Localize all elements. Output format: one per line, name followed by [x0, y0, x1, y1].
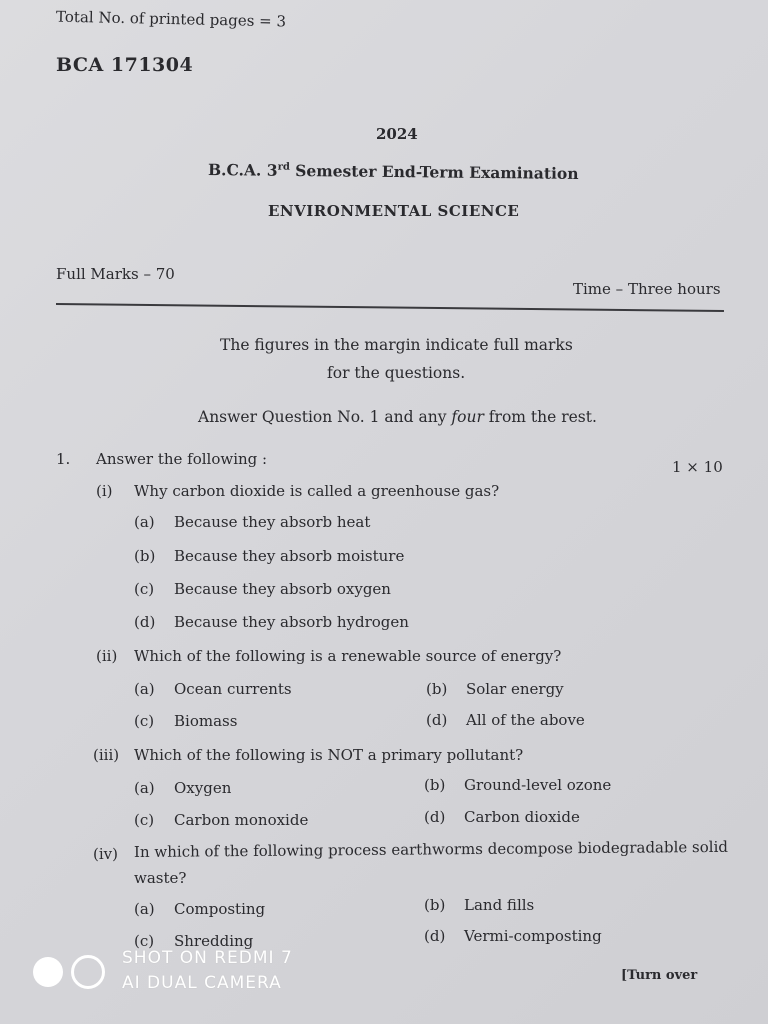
option-label: (c) — [134, 932, 155, 950]
option-label: (d) — [134, 613, 156, 631]
option-label: (b) — [134, 547, 156, 565]
option-item — [426, 711, 585, 729]
question-marks: 1 × 10 — [672, 458, 723, 476]
question-number: 1. — [56, 450, 71, 468]
option-text: Solar energy — [466, 680, 564, 698]
subject-title: ENVIRONMENTAL SCIENCE — [268, 202, 520, 220]
option-label: (d) — [424, 927, 446, 945]
option-item — [424, 808, 580, 826]
subquestion-text: In which of the following process earthworms decompose biodegradable solid — [133, 837, 729, 861]
option-item — [426, 680, 564, 698]
watermark-line-2: AI DUAL CAMERA — [122, 973, 282, 993]
answer-instruction-emphasis: four — [451, 408, 484, 426]
option-label: (c) — [134, 580, 155, 598]
option-label: (d) — [426, 711, 448, 729]
option-item — [134, 547, 404, 565]
option-text: Because they absorb hydrogen — [174, 613, 409, 631]
answer-instruction-post: from the rest. — [483, 408, 597, 426]
option-item — [134, 680, 292, 698]
option-text: Because they absorb heat — [174, 513, 371, 531]
exam-title-prefix: B.C.A. 3 — [207, 160, 278, 180]
option-text: Ground-level ozone — [464, 776, 612, 794]
option-item — [424, 927, 602, 945]
option-text: Carbon monoxide — [174, 811, 309, 829]
option-label: (a) — [134, 779, 155, 797]
subquestion-text: Which of the following is a renewable source of energy? — [134, 647, 562, 665]
subquestion-text: Which of the following is NOT a primary pollutant? — [134, 746, 524, 764]
option-item — [134, 900, 265, 918]
option-text: Shredding — [174, 932, 254, 950]
watermark-line-1: SHOT ON REDMI 7 — [122, 948, 293, 968]
watermark-ring-icon — [71, 955, 105, 989]
option-item — [134, 811, 308, 829]
full-marks: Full Marks – 70 — [56, 265, 175, 283]
option-item — [134, 613, 409, 631]
option-label: (b) — [426, 680, 448, 698]
option-label: (a) — [134, 513, 155, 531]
option-label: (b) — [424, 896, 446, 914]
subquestion-number: (ii) — [96, 647, 118, 665]
instruction-line-1: The figures in the margin indicate full marks — [220, 336, 573, 354]
option-item — [134, 712, 237, 730]
answer-instruction-pre: Answer Question No. 1 and any — [198, 408, 452, 426]
option-label: (c) — [134, 712, 155, 730]
option-text: All of the above — [466, 711, 585, 729]
option-label: (d) — [424, 808, 446, 826]
paper-code: BCA 171304 — [56, 54, 194, 76]
subquestion-text: Why carbon dioxide is called a greenhouse gas? — [134, 482, 500, 500]
subquestion-number: (iv) — [93, 845, 118, 863]
printed-pages-note: Total No. of printed pages = 3 — [55, 7, 287, 31]
subquestion-number: (iii) — [93, 746, 120, 764]
subquestion-number: (i) — [96, 482, 113, 500]
header-divider — [56, 303, 724, 312]
turn-over-note: [Turn over — [621, 968, 698, 983]
option-text: Vermi-composting — [464, 927, 602, 945]
option-text: Land fills — [464, 896, 535, 914]
option-item — [134, 580, 391, 598]
subquestion-text-continued: waste? — [134, 869, 187, 887]
question-text: Answer the following : — [96, 450, 268, 468]
option-text: Because they absorb oxygen — [174, 580, 391, 598]
watermark-filled-circle-icon — [33, 957, 63, 987]
option-text: Biomass — [174, 712, 238, 730]
option-item — [134, 779, 231, 797]
exam-title-superscript: rd — [277, 161, 290, 173]
time-allowed: Time – Three hours — [573, 280, 721, 298]
option-item — [424, 776, 611, 794]
option-text: Because they absorb moisture — [174, 547, 405, 565]
answer-instruction — [198, 408, 597, 426]
option-text: Ocean currents — [174, 680, 292, 698]
exam-year: 2024 — [376, 125, 418, 143]
option-text: Oxygen — [174, 779, 232, 797]
option-label: (a) — [134, 900, 155, 918]
instruction-line-2: for the questions. — [327, 364, 466, 382]
option-item — [424, 896, 534, 914]
exam-title-suffix: Semester End-Term Examination — [289, 160, 579, 183]
exam-title — [208, 160, 579, 183]
option-label: (b) — [424, 776, 446, 794]
option-item — [134, 513, 370, 531]
option-label: (c) — [134, 811, 155, 829]
option-text: Carbon dioxide — [464, 808, 580, 826]
option-label: (a) — [134, 680, 155, 698]
option-text: Composting — [174, 900, 266, 918]
